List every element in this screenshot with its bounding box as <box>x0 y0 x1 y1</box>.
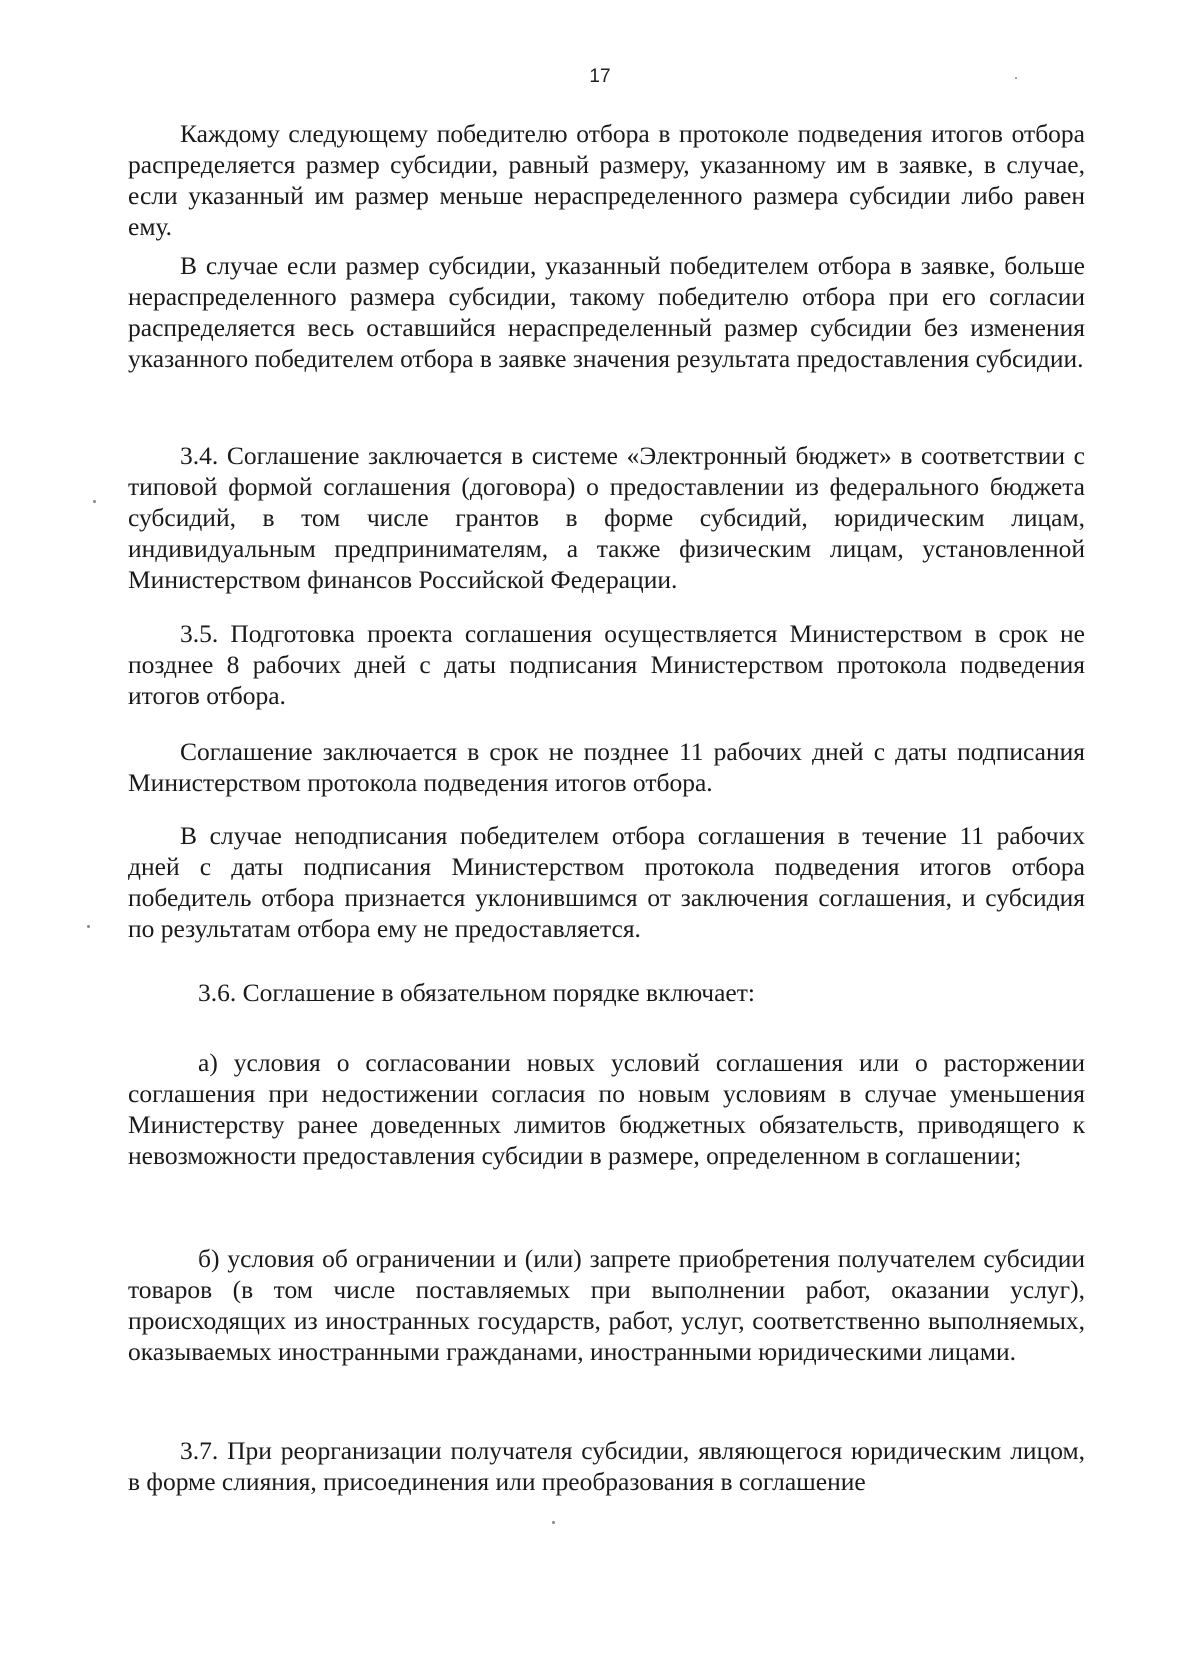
paragraph-3-5: 3.5. Подготовка проекта соглашения осуществляется Министерством в срок не позднее 8 рабочих дней с даты подписания Министерством протокола подведения итогов отбора. <box>128 619 1085 710</box>
page-number: 17 <box>589 66 611 87</box>
scan-speck <box>1015 77 1017 79</box>
paragraph-undistributed-subsidy: В случае если размер субсидии, указанный победителем отбора в заявке, больше нераспределенного размера субсидии, такому победителю отбора при его согласии распределяется весь оставшийся нераспределенный размер субсидии без изменения указанного победителем отбора в заявке значения результата предоставления субсидии. <box>128 251 1085 373</box>
paragraph-non-signing: В случае неподписания победителем отбора соглашения в течение 11 рабочих дней с даты подписания Министерством протокола подведения итогов отбора победитель отбора признается уклонившимся от заключения соглашения, и субсидия по результатам отбора ему не предоставляется. <box>128 821 1085 943</box>
scan-speck <box>93 500 96 503</box>
scan-speck <box>552 1521 555 1524</box>
scan-speck <box>87 925 90 928</box>
paragraph-3-7: 3.7. При реорганизации получателя субсидии, являющегося юридическим лицом, в форме слияния, присоединения или преобразования в соглашение <box>128 1436 1085 1496</box>
paragraph-next-winners: Каждому следующему победителю отбора в протоколе подведения итогов отбора распределяется размер субсидии, равный размеру, указанному им в заявке, в случае, если указанный им размер меньше нераспределенного размера субсидии либо равен ему. <box>128 119 1085 241</box>
paragraph-agreement-deadline: Соглашение заключается в срок не позднее 11 рабочих дней с даты подписания Министерством протокола подведения итогов отбора. <box>128 737 1085 797</box>
paragraph-3-6-a: а) условия о согласовании новых условий соглашения или о расторжении соглашения при недостижении согласия по новым условиям в случае уменьшения Министерству ранее доведенных лимитов бюджетных обязательств, приводящего к невозможности предоставления субсидии в размере, определенном в соглашении; <box>128 1048 1085 1170</box>
paragraph-3-4: 3.4. Соглашение заключается в системе «Электронный бюджет» в соответствии с типовой формой соглашения (договора) о предоставлении из федерального бюджета субсидий, в том числе грантов в форме субсидий, юридическим лицам, индивидуальным предпринимателям, а также физическим лицам, установленной Министерством финансов Российской Федерации. <box>128 441 1085 594</box>
paragraph-3-6-b: б) условия об ограничении и (или) запрете приобретения получателем субсидии товаров (в том числе поставляемых при выполнении работ, оказании услуг), происходящих из иностранных государств, работ, услуг, соответственно выполняемых, оказываемых иностранными гражданами, иностранными юридическими лицами. <box>128 1244 1085 1366</box>
paragraph-3-6: 3.6. Соглашение в обязательном порядке включает: <box>198 978 755 1007</box>
